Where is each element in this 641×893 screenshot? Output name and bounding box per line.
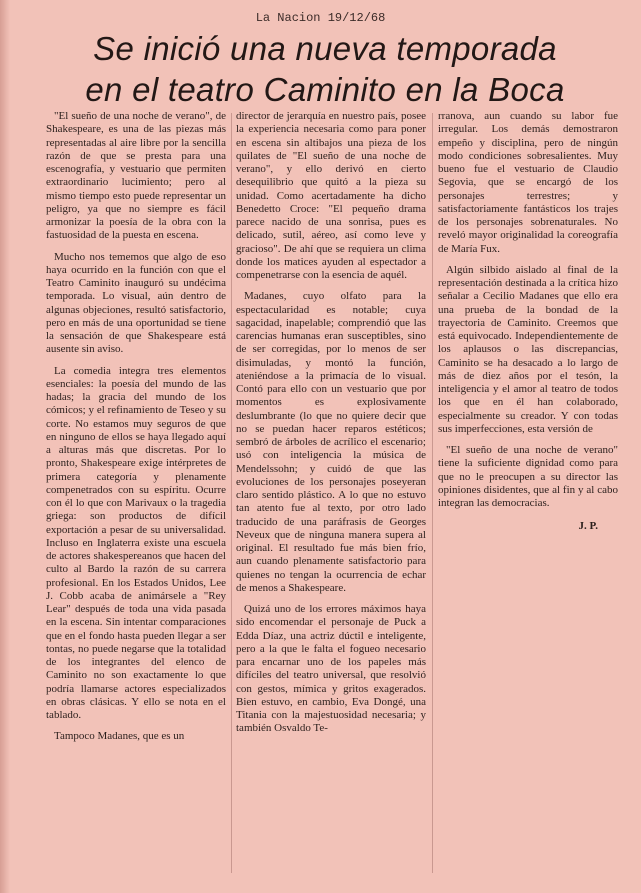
- paragraph: Algún silbido aislado al final de la representación destinada a la crítica hizo señalar a Cecilio Madanes que ello era una prueba de la bondad de la trayectoria de Caminito. Creemos que está equivocado. Independientemente de los aplausos o las discrepancias, Caminito se ha desacado a lo largo de más de diez años por el tesón, la inteligencia y el amor al teatro de todos los que en él han colaborado, especialmente su creador. Y con todas sus imperfecciones, esta versión de: [438, 263, 618, 435]
- column-divider: [231, 113, 232, 873]
- paragraph: Tampoco Madanes, que es un: [54, 730, 185, 743]
- paragraph: Mucho nos tememos que algo de eso haya ocurrido en la función con que el Teatro Caminito inauguró su undécima temporada. Lo visual, aún dentro de algunas objeciones, resultó satisfactorio, pero en más de una oportunidad se tiene la sensación de que Shakespeare está ausente sin aviso.: [46, 250, 226, 356]
- headline-line-2: en el teatro Caminito en la Boca: [85, 71, 565, 108]
- column-divider: [432, 113, 433, 873]
- article-column-3: [438, 110, 618, 534]
- paragraph: "El sueño de una noche de verano" tiene la suficiente dignidad como para que no le preocupen a su director las opiniones disidentes, que al fin y al cabo integran las democracias.: [438, 444, 618, 509]
- headline-line-1: Se inició una nueva temporada: [93, 30, 557, 67]
- paragraph: "El sueño de una noche de verano", de Shakespeare, es una de las piezas más representadas al aire libre por la sencilla razón de que se presta para una escenografía, y vestuario que permiten extraordinario lucimiento; pero al mismo tiempo esto puede representar un peligro, ya que no siempre es fácil armonizar la poesía de la obra con la fastuosidad de la puesta en escena.: [46, 110, 226, 242]
- author-signature: J. P.: [578, 520, 598, 533]
- page-shadow-edge: [0, 0, 10, 893]
- paragraph: Madanes, cuyo olfato para la espectacularidad es notable; cuya sagacidad, inapelable; comprendió que las carencias humanas eran susceptibles, sino de ser corregidas, por lo menos de ser disimuladas, y montó la función, ateniéndose a la primacía de lo visual. Contó para ello con un vestuario que por momentos es explosivamente deslumbrante (lo que no quiere decir que no se puedan hacer reparos estéticos; sembró de árboles de acrílico el escenario; usó con inteligencia la música de Mendelssohn; y cuidó de que las evoluciones de los personajes poseyeran claro sentido plástico. A lo que no estuvo tan atento fue al texto, por otro lado traducido de una paráfrasis de Georges Neveux que de ninguna manera supera al original. El resultado fue más bien frío, aun cuando plenamente satisfactorio para quienes no tengan la ocurrencia de echar de menos a Shakespeare.: [236, 290, 426, 594]
- article-column-2: [236, 110, 426, 744]
- paragraph: La comedia integra tres elementos esenciales: la poesía del mundo de las hadas; la gracia del mundo de los cómicos; y el refinamiento de Teseo y su corte. No estamos muy seguros de que en ninguno de ellos se haya llegado aquí a alturas más que discretas. Por lo pronto, Shakespeare exige intérpretes de primera categoría y plenamente compenetrados con su espíritu. Ocurre con él lo que con Marivaux o la tragedia griega: son productos de difícil exportación a pesar de su universalidad. Incluso en Inglaterra existe una escuela de actores shakespereanos que hacen del culto al Bardo la razón de su carrera profesional. En los Estados Unidos, Lee J. Cobb acaba de animársele a "Rey Lear" después de toda una vida pasada en la escena. Sin intentar comparaciones que en el fondo hasta pueden llegar a ser tontas, no puede negarse que la totalidad de los integrantes del elenco de Caminito no son exactamente lo que podría llamarse actores especializados en obras clásicas. Y ello se nota en el tablado.: [46, 364, 226, 721]
- paragraph: Quizá uno de los errores máximos haya sido encomendar el personaje de Puck a Edda Díaz, una actriz dúctil e inteligente, pero a la que le falta el fogueo necesario para encarnar uno de los papeles más difíciles del teatro universal, que resolvió con gestos, mímica y gritos exagerados. Bien estuvo, en cambio, Eva Dongé, una Titania con la majestuosidad necesaria; y también Osvaldo Te-: [236, 603, 426, 735]
- headline: [30, 28, 620, 110]
- paragraph: rranova, aun cuando su labor fue irregular. Los demás demostraron empeño y disciplina, pero de ningún modo condiciones sobresalientes. Muy bueno fue el vestuario de Claudio Segovia, que se encargó de los personajes terrestres; y satisfactoriamente fantásticos los trajes de los personajes sobrenaturales. No reveló mayor originalidad la coreografía de María Fux.: [438, 110, 618, 255]
- article-column-1: [46, 110, 226, 752]
- source-date-line: La Nacion 19/12/68: [255, 11, 386, 25]
- paragraph: director de jerarquía en nuestro país, posee la experiencia necesaria como para poner en escena sin altibajos una pieza de los quilates de "El sueño de una noche de verano", y ello derivó en cierto desequilibrio que quitó a la pieza su unidad. Como acertadamente ha dicho Benedetto Croce: "El pequeño drama parece nacido de una sonrisa, pues es delicado, sutil, aéreo, así como leve y gracioso". De ahí que se requiera un clima donde los matices ayuden al espectador a compenetrarse con la esencia de aquél.: [236, 110, 426, 281]
